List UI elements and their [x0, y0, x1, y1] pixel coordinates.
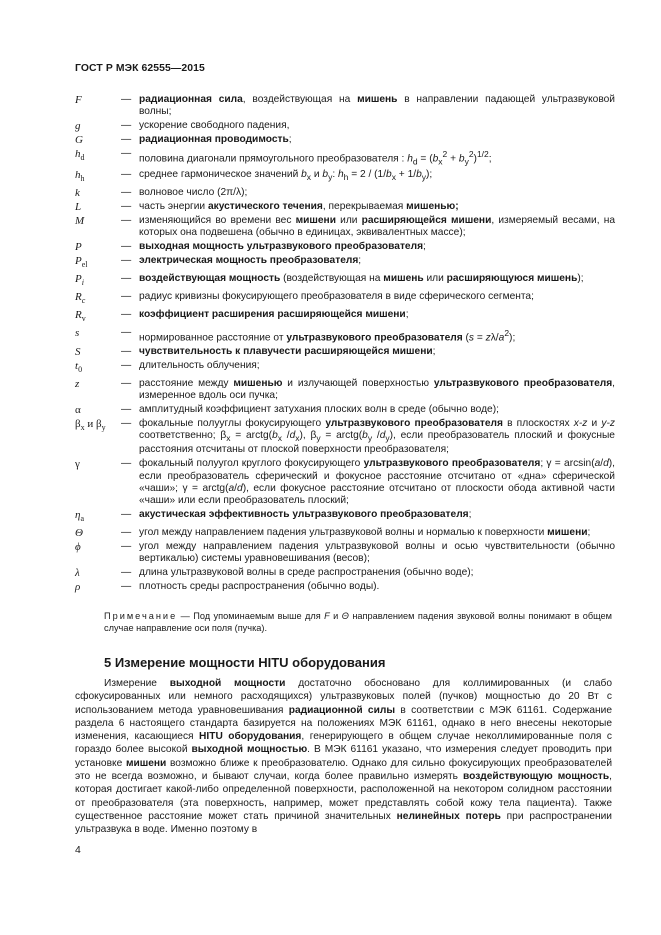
symbol: Θ — [75, 527, 83, 540]
dash: — — [121, 458, 132, 470]
dash: — — [121, 580, 132, 592]
definition-text: ускорение свободного падения, — [139, 120, 290, 132]
definition-row — [75, 581, 615, 593]
definition-text: волновое число (2π/λ); — [139, 187, 248, 198]
symbol: k — [75, 187, 80, 199]
definition-row — [75, 255, 615, 272]
definition-row — [75, 169, 615, 186]
definition-text: плотность среды распространения (обычно воды). — [139, 580, 380, 592]
definition-text: электрическая мощность преобразователя; — [139, 254, 362, 266]
dash: — — [121, 147, 132, 159]
definition-row — [75, 187, 615, 199]
definition-row — [75, 273, 615, 290]
definition-row — [75, 360, 615, 377]
dash: — — [121, 200, 132, 212]
dash: — — [121, 272, 132, 284]
dash: — — [121, 417, 132, 429]
symbols-list — [75, 94, 615, 595]
symbol: s — [75, 326, 80, 339]
body-paragraph: Измерение выходной мощности достаточно обосновано для коллимированных (и слабо сфокусированных или немного расходящихся) ультразвуковых полей (пучков) мощностью до 20 Вт с использованием метода уравновешивания радиационной силы в соответствии с МЭК 61161. Содержание раздела 6 настоящего стандарта базируется на положениях МЭК 61161, однако в него внесены некоторые изменения, касающиеся HITU оборудования, генерирующего в общем случае неколлимированные поля с гораздо более высокой выходной мощностью. В МЭК 61161 указано, что измерения следует проводить при установке мишени возможно ближе к преобразователю. Однако для сильно фокусирующих преобразователей это не всегда возможно, и бывают случаи, когда более правильно измерять воздействующую мощность, которая достигает какой-либо определенной поверхности, расположенной на некотором солидном расстоянии от преобразователя (эта поверхность, например, может представлять собой кожу тела пациента). Также существенное расстояние может стать причиной значительных нелинейных потерь при распространении ультразвука в воде. Именно поэтому в — [75, 678, 613, 836]
symbol: P — [75, 240, 82, 253]
symbol: λ — [75, 567, 80, 580]
symbol: $h_h$ — [75, 169, 85, 184]
symbol: ρ — [75, 580, 81, 593]
dash: — — [121, 120, 132, 132]
definition-text: угол между направлением падения ультразвуковой волны и нормалью к поверхности мишени; — [139, 527, 591, 539]
definition-text: угол между направлением падения ультразвуковой волны и осью чувствительности (обычно вертикалью) системы уравновешивания (весов); — [139, 540, 615, 565]
definition-text: акустическая эффективность ультразвукового преобразователя; — [139, 509, 472, 521]
definition-text: амплитудный коэффициент затухания плоских волн в среде (обычно воде); — [139, 403, 499, 415]
dash: — — [121, 214, 132, 226]
definition-text: среднее гармоническое значений $b_x$ и $b_y$: $h_h = 2 / (1/b_x + 1/b_y)$; — [139, 169, 433, 183]
definition-row — [75, 134, 615, 146]
symbol: $P_{el}$ — [75, 254, 88, 269]
dash: — — [121, 94, 132, 105]
definition-row — [75, 509, 615, 526]
definition-text: выходная мощность ультразвукового преобразователя; — [139, 240, 426, 252]
symbol: $P_i$ — [75, 272, 84, 287]
definition-row — [75, 527, 615, 539]
definition-text: чувствительность к плавучести расширяющейся мишени; — [139, 345, 436, 357]
definition-row — [75, 241, 615, 253]
dash: — — [121, 540, 132, 552]
symbol: $\eta_a$ — [75, 509, 85, 524]
note-label: Примечание — [104, 611, 178, 621]
symbol: g — [75, 120, 81, 133]
symbol: M — [75, 214, 85, 227]
document-header: ГОСТ Р МЭК 62555—2015 — [75, 63, 205, 74]
definition-row — [75, 291, 615, 308]
dash: — — [121, 509, 132, 521]
symbol: α — [75, 403, 81, 416]
definition-row — [75, 309, 615, 326]
definition-text: фокальные полууглы фокусирующего ультразвукового преобразователя в плоскостях x-z и y-z соответственно; $\beta_x$ = $arctg(b_x$ $/d_x$), $\beta_y$ = $arctg(b_y$ $/d_y$), если преобразователь плоский и фокусные расстояния отсчитаны от плоской поверхности преобразователя; — [139, 417, 615, 456]
dash: — — [121, 359, 132, 371]
definition-row — [75, 404, 615, 416]
definition-text: фокальный полуугол круглого фокусирующего ультразвукового преобразователя; γ = arcsin(a/d), если преобразователь сферический и фокусное расстояние отсчитано от «дна» сферической «чаши»; γ = arctg(a/d), если фокусное расстояние отсчитано от плоскости обода активной части «чаши» или если преобразователь плоский; — [139, 458, 616, 507]
symbol: $h_d$ — [75, 147, 85, 162]
definition-text: изменяющийся во времени вес мишени или расширяющейся мишени, измеряемый весами, на которых она подвешена (обычно в единицах, эквивалентных массе); — [139, 214, 615, 238]
definition-row — [75, 418, 615, 457]
definition-row — [75, 458, 615, 508]
definition-text: радиационная проводимость; — [139, 134, 292, 145]
definition-text: радиационная сила, воздействующая на мишень в направлении падающей ультразвуковой волны; — [139, 94, 615, 118]
definition-row — [75, 567, 615, 579]
dash: — — [121, 187, 132, 198]
definition-text: коэффициент расширения расширяющейся мишени; — [139, 308, 409, 320]
definition-row — [75, 148, 615, 168]
definition-text: нормированное расстояние от ультразвукового преобразователя $(s = z\lambda/a^2)$; — [139, 327, 516, 343]
dash: — — [121, 403, 132, 415]
dash: — — [121, 567, 132, 579]
symbol: G — [75, 134, 83, 146]
definition-text: воздействующая мощность (воздействующая на мишень или расширяющуюся мишень); — [139, 272, 584, 284]
dash: — — [121, 254, 132, 266]
symbol: γ — [75, 458, 80, 471]
dash: — — [121, 326, 132, 338]
definition-row — [75, 201, 615, 213]
definition-row — [75, 378, 615, 403]
definition-text: расстояние между мишенью и излучающей поверхностью ультразвукового преобразователя, измеренное вдоль оси пучка; — [139, 377, 616, 401]
dash: — — [121, 308, 132, 320]
definition-row — [75, 120, 615, 132]
page-number: 4 — [75, 845, 81, 856]
definition-text: радиус кривизны фокусирующего преобразователя в виде сферического сегмента; — [139, 290, 534, 302]
definition-text: длина ультразвуковой волны в среде распространения (обычно воде); — [139, 567, 474, 579]
definition-text: длительность облучения; — [139, 359, 260, 371]
dash: — — [121, 169, 132, 181]
note — [104, 611, 612, 635]
dash: — — [121, 134, 132, 145]
dash: — — [121, 290, 132, 302]
dash: — — [121, 527, 132, 539]
symbol: ϕ — [75, 540, 81, 553]
dash: — — [121, 377, 132, 389]
dash: — — [121, 345, 132, 357]
dash: — — [121, 240, 132, 252]
symbol: F — [75, 94, 82, 106]
symbol: z — [75, 377, 80, 390]
note-text: — Под упоминаемым выше для F и Θ направлением падения звуковой волны понимают в общем случае направление оси поля (пучка). — [104, 611, 612, 633]
definition-text: половина диагонали прямоугольного преобразователя : $h_d = (b_x^2 + b_y^2)^{1/2}$; — [139, 148, 492, 167]
symbol: L — [75, 200, 82, 213]
symbol: S — [75, 345, 81, 358]
symbol: $\beta_x$ и $\beta_y$ — [75, 417, 106, 432]
definition-row — [75, 541, 615, 566]
definition-row — [75, 346, 615, 358]
definition-row — [75, 215, 615, 240]
definition-text: часть энергии акустического течения, перекрываемая мишенью; — [139, 200, 459, 212]
symbol: $R_c$ — [75, 290, 86, 305]
symbol: $R_v$ — [75, 308, 86, 323]
definition-row — [75, 94, 615, 119]
definition-row — [75, 327, 615, 345]
symbol: $t_0$ — [75, 359, 83, 374]
section-title: 5 Измерение мощности HITU оборудования — [104, 655, 386, 670]
